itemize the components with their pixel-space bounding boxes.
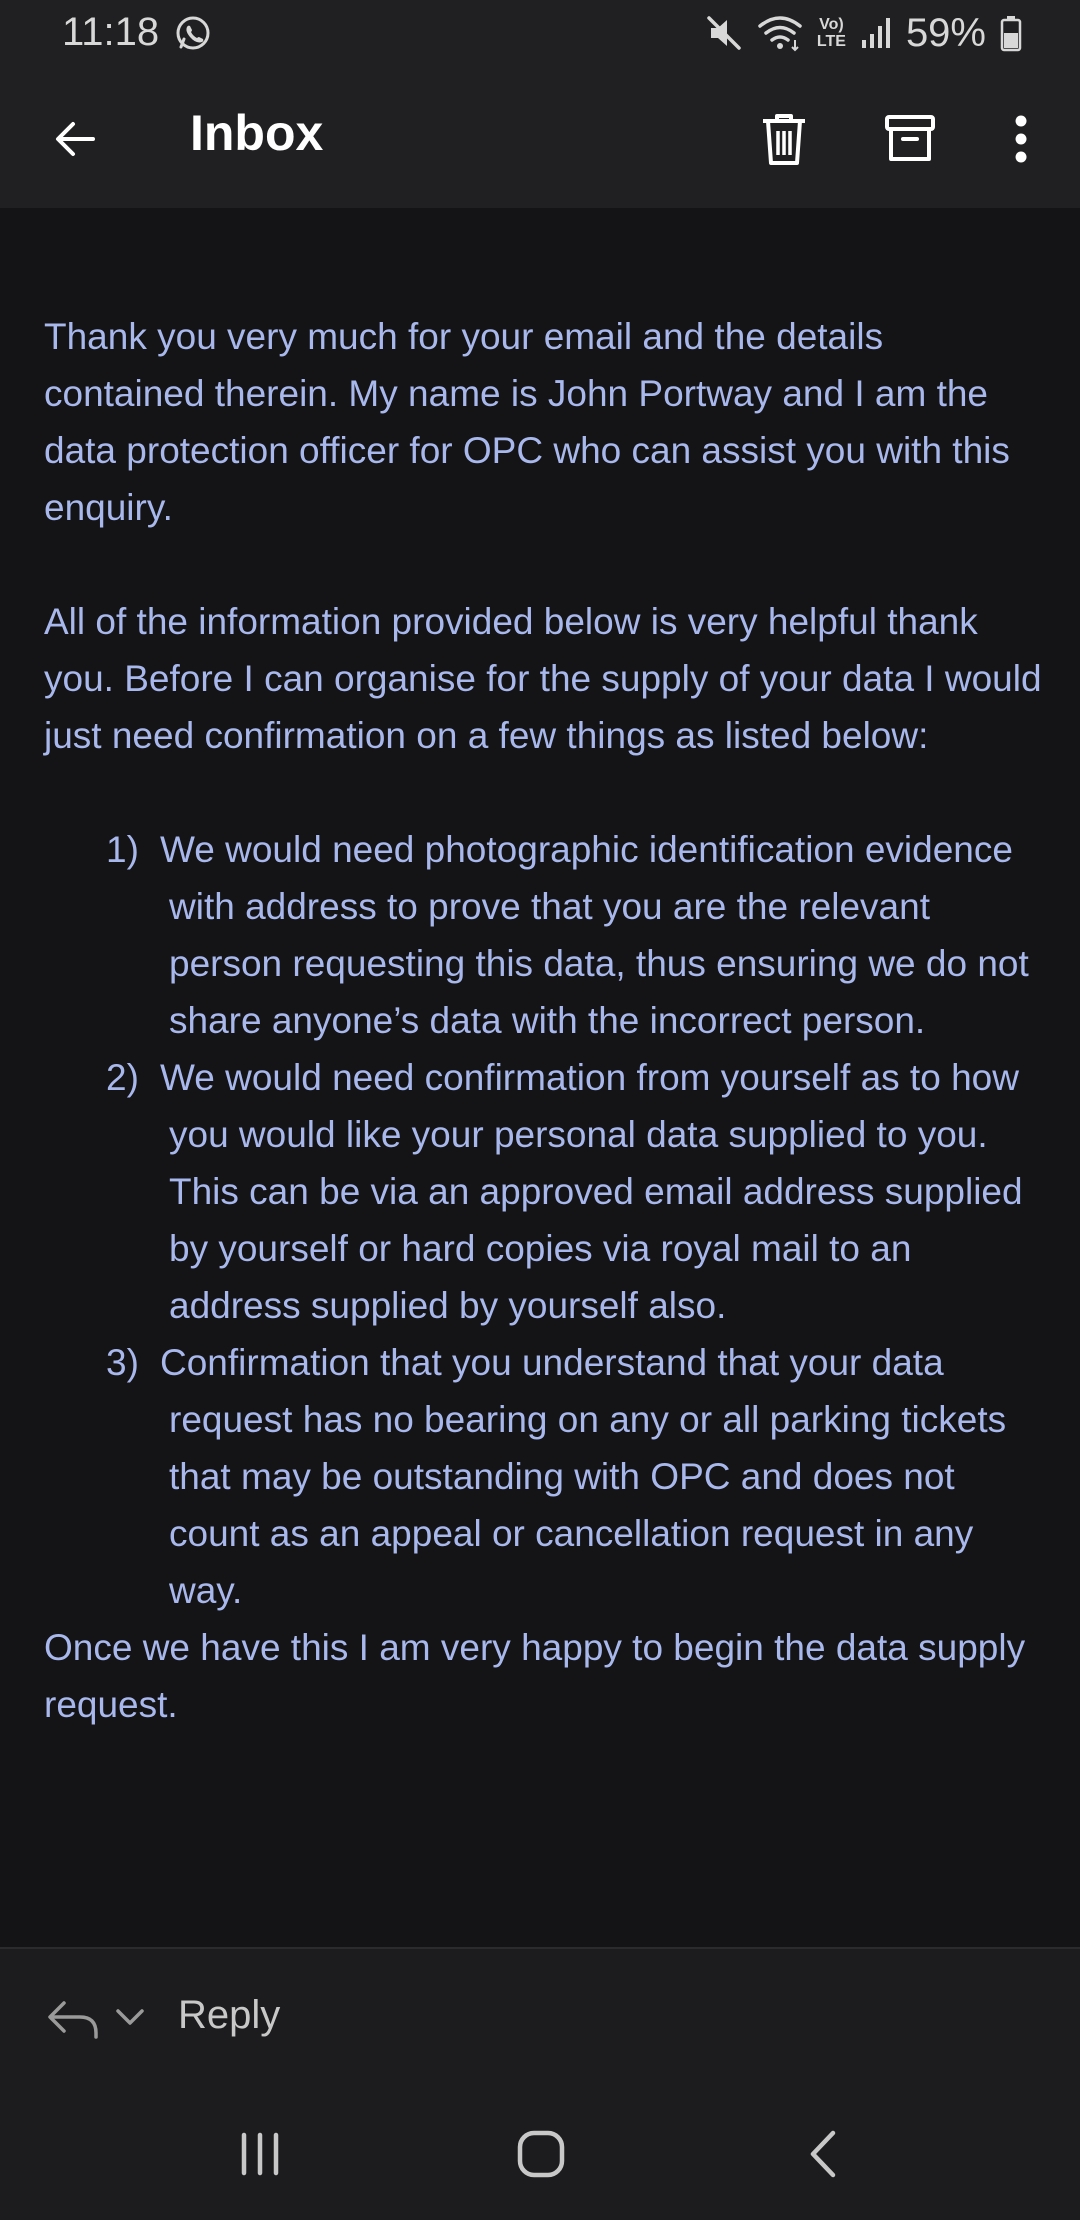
signal-icon [860,14,892,52]
delete-button[interactable] [749,104,819,174]
whatsapp-icon [174,14,212,52]
archive-button[interactable] [875,104,945,174]
requirements-list [44,821,1044,1619]
message-closing: Once we have this I am very happy to begin the data supply request. [44,1627,1026,1725]
reply-bar[interactable] [0,1949,1080,2089]
recent-apps-icon [238,2131,282,2177]
list-item [44,1049,1044,1334]
paragraph-spacer [44,764,1044,821]
archive-icon [884,113,936,165]
home-button[interactable] [501,2119,581,2189]
more-options-button[interactable] [986,104,1056,174]
list-item-number: 1) [106,829,139,870]
system-nav-bar [0,2089,1080,2220]
battery-icon [1000,14,1022,52]
paragraph-spacer [44,536,1044,593]
list-item-number: 3) [106,1342,139,1383]
list-item [44,821,1044,1049]
chevron-down-icon[interactable] [112,1999,148,2035]
mute-icon [705,14,743,52]
network-label-lte: LTE [816,33,846,50]
message-paragraph: Thank you very much for your email and the details contained therein. My name is John Portway and I am the data protection officer for OPC who can assist you with this enquiry. [44,316,1010,528]
network-label-volte: Vo) [819,16,844,33]
list-item-text: Confirmation that you understand that your data request has no bearing on any or all parking tickets that may be outstanding with OPC and does not count as an appeal or cancellation request in any way. [160,1342,1007,1611]
page-title: Inbox [190,105,324,161]
back-arrow-icon [51,115,99,163]
list-item-text: We would need confirmation from yourself as to how you would like your personal data supplied to you. This can be via an approved email address supplied by yourself or hard copies via royal mail to an address supplied by yourself also. [160,1057,1023,1326]
message-view[interactable] [0,208,1080,1948]
reply-icon[interactable] [44,1989,102,2047]
reply-button[interactable]: Reply [178,1993,281,2037]
list-item [44,1334,1044,1619]
nav-back-icon [805,2129,841,2179]
recent-apps-button[interactable] [220,2119,300,2189]
status-time: 11:18 [62,10,160,54]
wifi-icon [757,14,803,52]
status-indicators [705,10,1022,56]
battery-percent: 59% [905,10,986,55]
list-item-number: 2) [106,1057,139,1098]
network-type-label [817,16,846,50]
home-icon [516,2129,566,2179]
trash-icon [759,111,809,167]
message-body [44,308,1044,1733]
list-item-text: We would need photographic identification evidence with address to prove that you are the relevant person requesting this data, thus ensuring we do not share anyone’s data with the incorrect person. [160,829,1029,1041]
more-vert-icon [1013,114,1029,164]
message-paragraph: All of the information provided below is very helpful thank you. Before I can organise for the supply of your data I would just need confirmation on a few things as listed below: [44,601,1042,756]
status-bar [0,0,1080,66]
app-bar [0,66,1080,208]
back-button[interactable] [40,104,110,174]
nav-back-button[interactable] [783,2119,863,2189]
